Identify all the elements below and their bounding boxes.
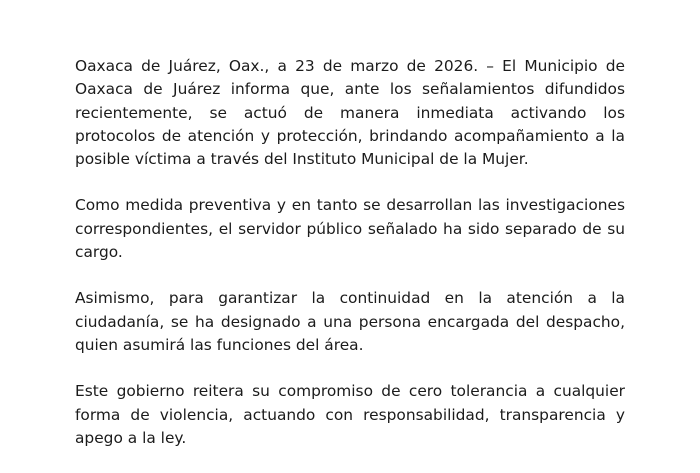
press-release-document <box>75 55 625 473</box>
paragraph-commitment: Este gobierno reitera su compromiso de cero tolerancia a cualquier forma de violencia, actuando con responsabilidad, transparencia y apego a la ley. <box>75 382 625 447</box>
paragraph-continuity: Asimismo, para garantizar la continuidad en la atención a la ciudadanía, se ha designado a una persona encargada del despacho, quien asumirá las funciones del área. <box>75 289 625 354</box>
paragraph-preventive-measure: Como medida preventiva y en tanto se desarrollan las investigaciones correspondientes, el servidor público señalado ha sido separado de su cargo. <box>75 196 625 262</box>
paragraph-intro: Oaxaca de Juárez, Oax., a 23 de marzo de 2026. – El Municipio de Oaxaca de Juárez informa que, ante los señalamientos difundidos recientemente, se actuó de manera inmediata activando los protocolos de atención y protección, brindando acompañamiento a la posible víctima a través del Instituto Municipal de la Mujer. <box>75 57 625 169</box>
